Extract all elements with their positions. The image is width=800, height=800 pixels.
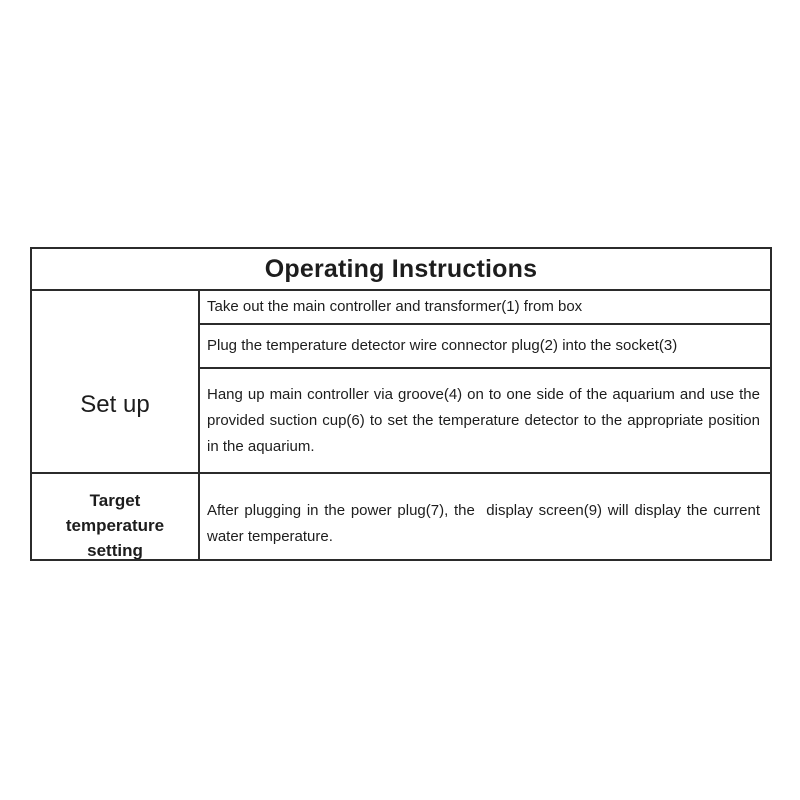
- setup-step-2: Plug the temperature detector wire connector plug(2) into the socket(3): [200, 325, 770, 369]
- operating-instructions-table: [30, 247, 772, 561]
- setup-step-1: Take out the main controller and transformer(1) from box: [200, 291, 770, 325]
- setup-step-3: Hang up main controller via groove(4) on to one side of the aquarium and use the provided suction cup(6) to set the temperature detector to the appropriate position in the aquarium.: [200, 369, 770, 474]
- section-label-set-up: Set up: [32, 291, 200, 474]
- section-label-target-temperature-setting: Target temperature setting: [32, 474, 200, 559]
- table-title: Operating Instructions: [32, 249, 770, 291]
- target-temperature-step-1: After plugging in the power plug(7), the display screen(9) will display the current water temperature.: [207, 502, 765, 545]
